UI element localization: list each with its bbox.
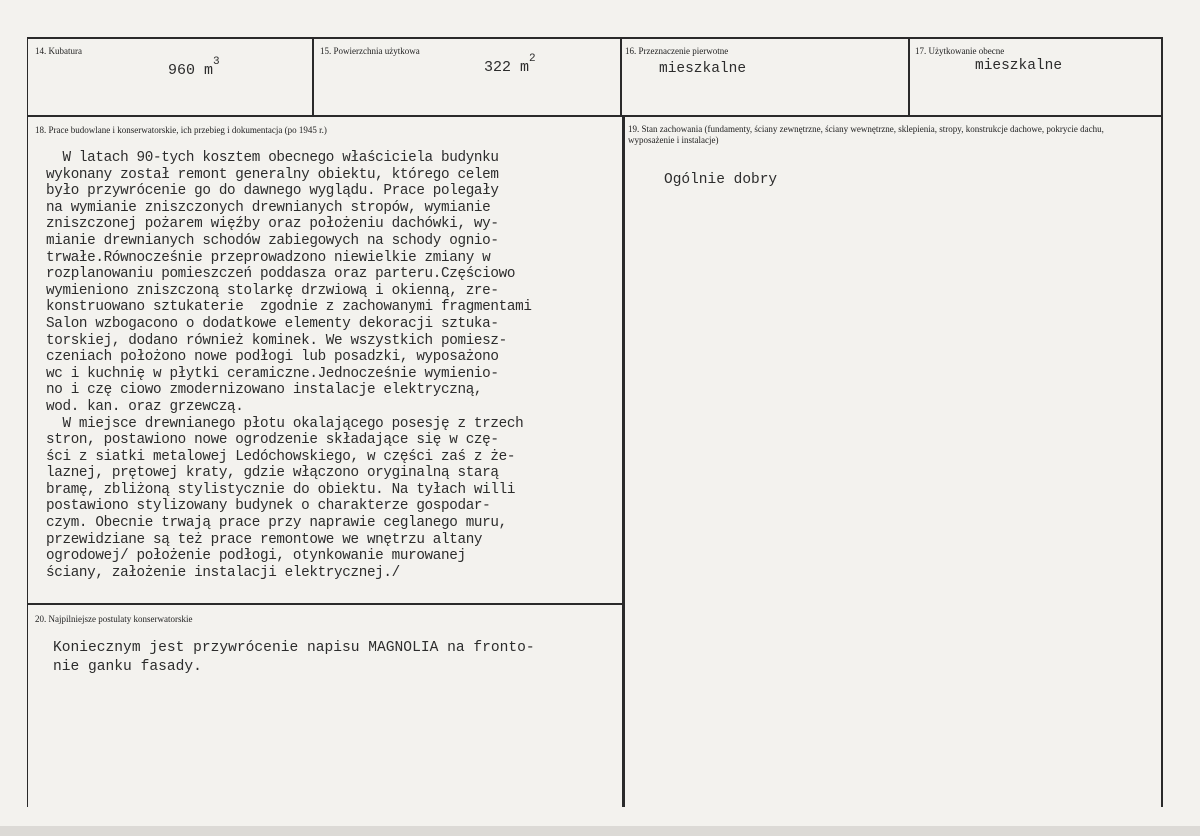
prace-text-line: było przywrócenie go do dawnego wyglądu. Prace polegały bbox=[46, 183, 499, 200]
page-bottom-edge bbox=[0, 826, 1200, 836]
prace-text-line: wymieniono zniszczoną stolarkę drzwiową i okienną, zre- bbox=[46, 282, 499, 299]
postulaty-text-line: nie ganku fasady. bbox=[53, 659, 202, 675]
field-powierzchnia-value bbox=[484, 53, 536, 76]
kubatura-number: 960 m bbox=[168, 62, 214, 79]
divider-16-17 bbox=[908, 37, 910, 117]
prace-text-line: W latach 90-tych kosztem obecnego właściciela budynku bbox=[46, 150, 499, 166]
field-prace-label: 18. Prace budowlane i konserwatorskie, ich przebieg i dokumentacja (po 1945 r.) bbox=[35, 125, 327, 135]
prace-text-line: torskiej, dodano również kominek. We wszystkich pomiesz- bbox=[46, 332, 507, 349]
divider-14-15 bbox=[312, 37, 314, 117]
prace-text-line: wc i kuchnię w płytki ceramiczne.Jednocześnie wymienio- bbox=[46, 365, 499, 382]
prace-text-line: zniszczonej pożarem więźby oraz położeniu dachówki, wy- bbox=[46, 216, 499, 233]
prace-text-line: na wymianie zniszczonych drewnianych stropów, wymianie bbox=[46, 199, 491, 216]
prace-text-line: czeniach położono nowe podłogi lub posadzki, wyposażono bbox=[46, 349, 499, 366]
prace-text-line: Salon wzbogacono o dodatkowe elementy dekoracji sztuka- bbox=[46, 315, 499, 332]
row1-bottom-border bbox=[27, 115, 1163, 117]
top-border bbox=[27, 37, 1163, 39]
left-border bbox=[27, 37, 28, 807]
powierzchnia-unit-exponent: 2 bbox=[529, 53, 536, 65]
field-prace-text bbox=[46, 150, 532, 581]
field-stan-label: 19. Stan zachowania (fundamenty, ściany zewnętrzne, ściany wewnętrzne, sklepienia, stropy, konstrukcje dachowe, pokrycie dachu, wyposażenie i instalacje) bbox=[628, 124, 1104, 145]
prace-text-line: konstruowano sztukaterie zgodnie z zachowanymi fragmentami bbox=[46, 299, 532, 316]
prace-text-line: postawiono stylizowany budynek o charakterze gospodar- bbox=[46, 498, 491, 515]
prace-text-line: wod. kan. oraz grzewczą. bbox=[46, 398, 244, 415]
field-uzytkowanie-value: mieszkalne bbox=[975, 58, 1063, 74]
prace-text-line: rozplanowaniu pomieszczeń poddasza oraz parteru.Częściowo bbox=[46, 266, 516, 283]
field-powierzchnia-label: 15. Powierzchnia użytkowa bbox=[320, 46, 420, 56]
field-postulaty-text bbox=[53, 639, 535, 677]
kubatura-unit-exponent: 3 bbox=[213, 56, 220, 68]
right-border bbox=[1161, 37, 1163, 807]
field-kubatura-label: 14. Kubatura bbox=[35, 46, 82, 56]
prace-text-line: stron, postawiono nowe ogrodzenie składające się w czę- bbox=[46, 432, 499, 449]
prace-text-line: mianie drewnianych schodów zabiegowych na schody ognio- bbox=[46, 232, 499, 249]
prace-text-line: bramę, zbliżoną stylistycznie do obiektu. Na tyłach willi bbox=[46, 481, 516, 498]
prace-text-line: laznej, prętowej kraty, gdzie włączono oryginalną starą bbox=[46, 465, 499, 482]
prace-text-line: no i czę ciowo zmodernizowano instalacje elektryczną, bbox=[46, 382, 483, 399]
divider-18-19 bbox=[622, 115, 625, 807]
prace-text-line: ściany, założenie instalacji elektrycznej./ bbox=[46, 564, 400, 581]
field-postulaty-label: 20. Najpilniejsze postulaty konserwatorskie bbox=[35, 614, 193, 624]
prace-text-line: trwałe.Równocześnie przeprowadzono niewielkie zmiany w bbox=[46, 249, 491, 266]
field-kubatura-value bbox=[168, 56, 220, 79]
prace-text-line: W miejsce drewnianego płotu okalającego posesję z trzech bbox=[46, 415, 524, 432]
field-przeznaczenie-label: 16. Przeznaczenie pierwotne bbox=[625, 46, 729, 56]
field-uzytkowanie-label: 17. Użytkowanie obecne bbox=[915, 46, 1005, 56]
powierzchnia-number: 322 m bbox=[484, 59, 530, 76]
field-stan-value: Ogólnie dobry bbox=[664, 172, 778, 188]
divider-15-16 bbox=[620, 37, 622, 117]
prace-text-line: czym. Obecnie trwają prace przy naprawie ceglanego muru, bbox=[46, 515, 507, 532]
prace-text-line: ogrodowej/ położenie podłogi, otynkowanie murowanej bbox=[46, 548, 466, 565]
prace-text-line: wykonany został remont generalny obiektu, którego celem bbox=[46, 166, 499, 183]
row2-divider bbox=[27, 603, 624, 605]
field-przeznaczenie-value: mieszkalne bbox=[659, 61, 747, 77]
postulaty-text-line: Koniecznym jest przywrócenie napisu MAGNOLIA na fronto- bbox=[53, 640, 535, 656]
prace-text-line: przewidziane są też prace remontowe we wnętrzu altany bbox=[46, 531, 483, 548]
prace-text-line: ści z siatki metalowej Ledóchowskiego, w części zaś z że- bbox=[46, 448, 516, 465]
